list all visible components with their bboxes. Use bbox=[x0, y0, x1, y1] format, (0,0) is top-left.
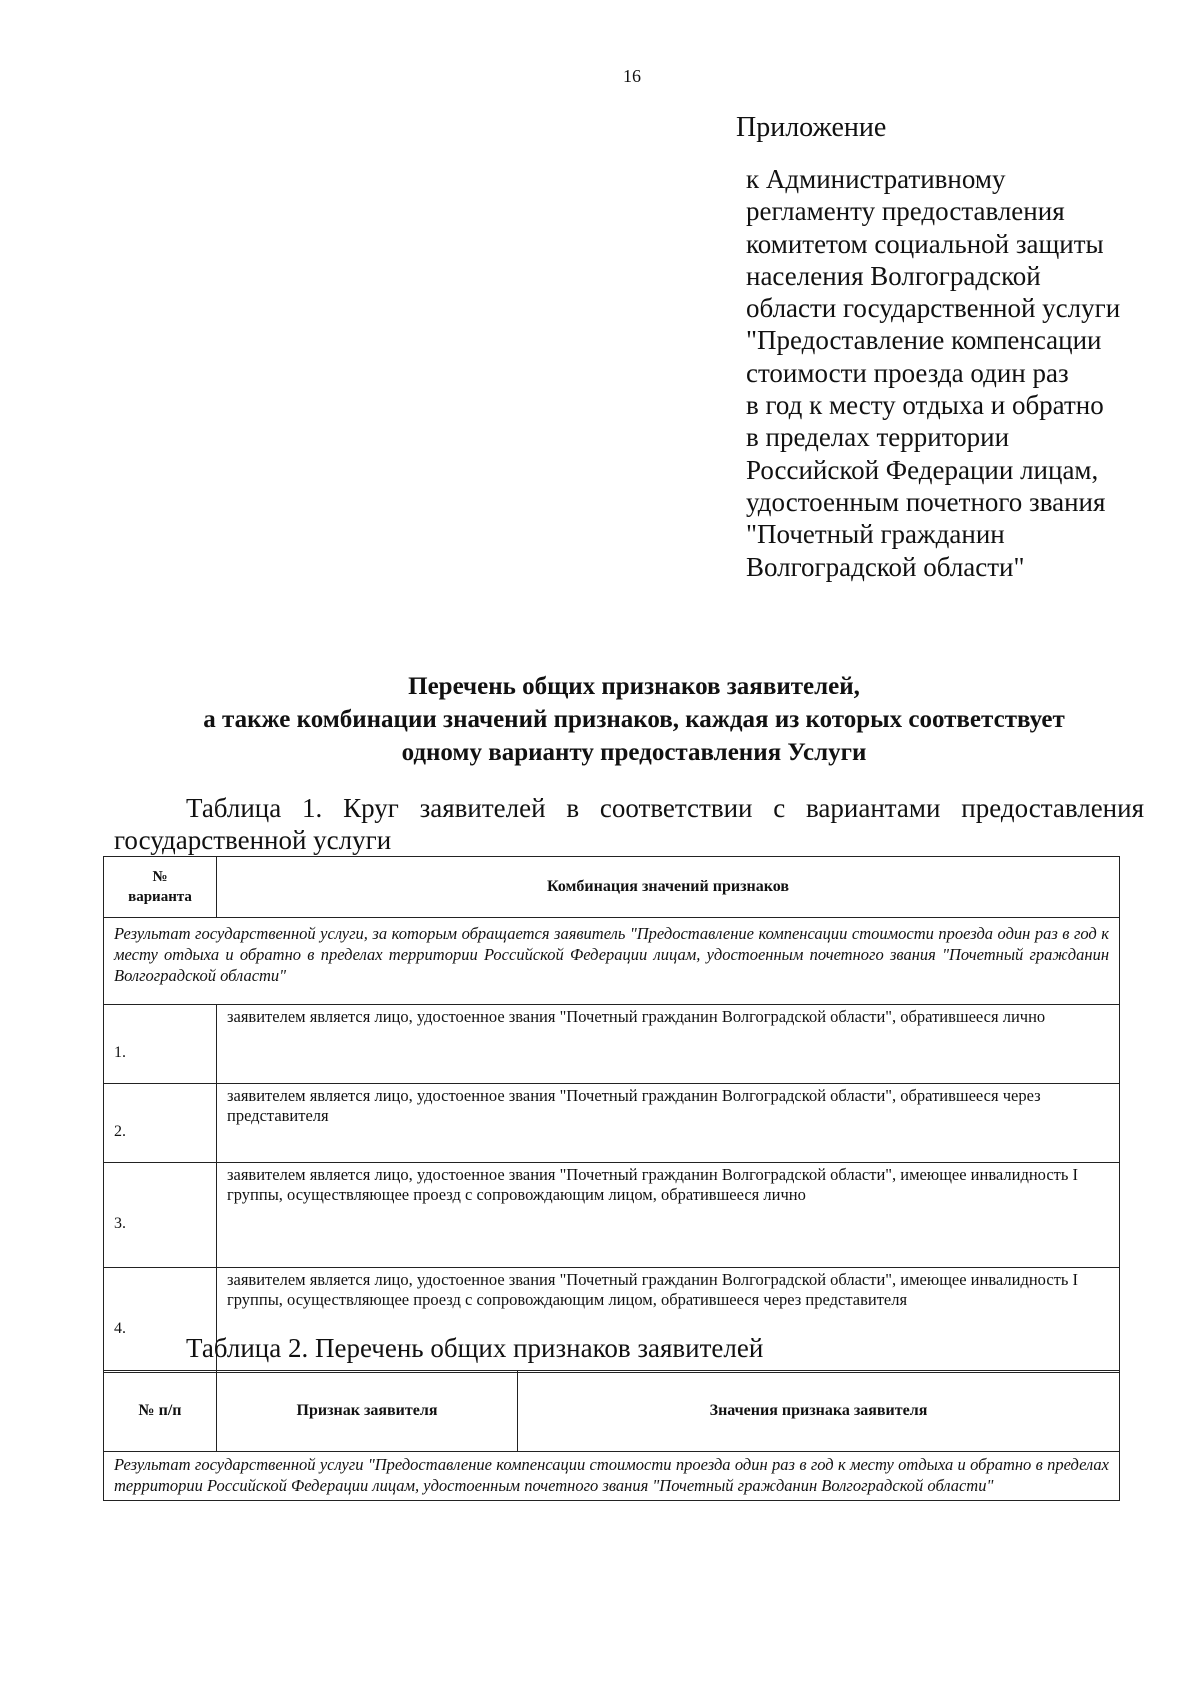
table1-header-num bbox=[104, 857, 217, 918]
table-row bbox=[104, 1163, 1120, 1268]
table1-result-row bbox=[104, 918, 1120, 1005]
table2-caption: Таблица 2. Перечень общих признаков заявителей bbox=[186, 1333, 764, 1363]
appendix-line: стоимости проезда один раз bbox=[746, 357, 1069, 388]
appendix-line: "Предоставление компенсации bbox=[746, 325, 1102, 356]
appendix-body bbox=[746, 163, 1186, 583]
document-heading bbox=[104, 670, 1164, 769]
page-number: 16 bbox=[623, 66, 641, 86]
table1-header-row bbox=[104, 857, 1120, 918]
appendix-line: удостоенным почетного звания bbox=[746, 486, 1106, 517]
appendix-line: Волгоградской области" bbox=[746, 551, 1025, 582]
appendix-line: в год к месту отдыха и обратно bbox=[746, 390, 1104, 421]
variant-description: заявителем является лицо, удостоенное звания "Почетный гражданин Волгоградской области", обратившееся через представителя bbox=[217, 1084, 1120, 1163]
table1-header-combination: Комбинация значений признаков bbox=[217, 857, 1120, 918]
table1-result-text: Результат государственной услуги, за которым обращается заявитель "Предоставление компенсации стоимости проезда один раз в год к месту отдыха и обратно в пределах территории Российской Федерации лицам, удостоенным почетного звания "Почетный гражданин Волгоградской области" bbox=[104, 918, 1120, 1005]
variant-description: заявителем является лицо, удостоенное звания "Почетный гражданин Волгоградской области", имеющее инвалидность I группы, осуществляющее проезд с сопровождающим лицом, обратившееся через представителя bbox=[217, 1268, 1120, 1373]
table2-header-attribute: Признак заявителя bbox=[217, 1371, 518, 1452]
header-num-label: варианта bbox=[128, 889, 192, 905]
variant-number: 2. bbox=[104, 1084, 217, 1163]
appendix-line: комитетом социальной защиты bbox=[746, 228, 1104, 259]
heading-line: одному варианту предоставления Услуги bbox=[401, 739, 867, 766]
heading-line: Перечень общих признаков заявителей, bbox=[408, 673, 860, 700]
variant-description: заявителем является лицо, удостоенное звания "Почетный гражданин Волгоградской области", имеющее инвалидность I группы, осуществляющее проезд с сопровождающим лицом, обратившееся лично bbox=[217, 1163, 1120, 1268]
appendix-line: Российской Федерации лицам, bbox=[746, 454, 1099, 485]
appendix-line: области государственной услуги bbox=[746, 293, 1121, 324]
variant-number: 4. bbox=[104, 1268, 217, 1373]
heading-line: а также комбинации значений признаков, каждая из которых соответствует bbox=[203, 706, 1065, 733]
header-num-symbol: № bbox=[152, 869, 168, 885]
variant-number: 1. bbox=[104, 1005, 217, 1084]
table2-result-row bbox=[104, 1452, 1120, 1501]
appendix-line: к Административному bbox=[746, 164, 1006, 194]
appendix-line: в пределах территории bbox=[746, 422, 1010, 453]
table-row bbox=[104, 1005, 1120, 1084]
appendix-title: Приложение bbox=[736, 112, 887, 143]
table1-caption-line: Таблица 1. Круг заявителей в соответствии с вариантами предоставления bbox=[186, 793, 1144, 823]
appendix-line: населения Волгоградской bbox=[746, 260, 1041, 291]
table1-caption-line: государственной услуги bbox=[114, 825, 392, 855]
table2-header-value: Значения признака заявителя bbox=[518, 1371, 1120, 1452]
table2-applicant-attributes bbox=[103, 1370, 1120, 1501]
table2-header-row bbox=[104, 1371, 1120, 1452]
table-row bbox=[104, 1084, 1120, 1163]
table2-result-text: Результат государственной услуги "Предоставление компенсации стоимости проезда один раз в год к месту отдыха и обратно в пределах территории Российской Федерации лицам, удостоенным почетного звания "Почетный гражданин Волгоградской области" bbox=[104, 1452, 1120, 1501]
table1-caption bbox=[114, 792, 1144, 856]
appendix-line: регламенту предоставления bbox=[746, 196, 1065, 227]
variant-description: заявителем является лицо, удостоенное звания "Почетный гражданин Волгоградской области", обратившееся лично bbox=[217, 1005, 1120, 1084]
table1-applicant-variants bbox=[103, 856, 1120, 1373]
table2-header-num: № п/п bbox=[104, 1371, 217, 1452]
appendix-line: "Почетный гражданин bbox=[746, 519, 1005, 550]
variant-number: 3. bbox=[104, 1163, 217, 1268]
